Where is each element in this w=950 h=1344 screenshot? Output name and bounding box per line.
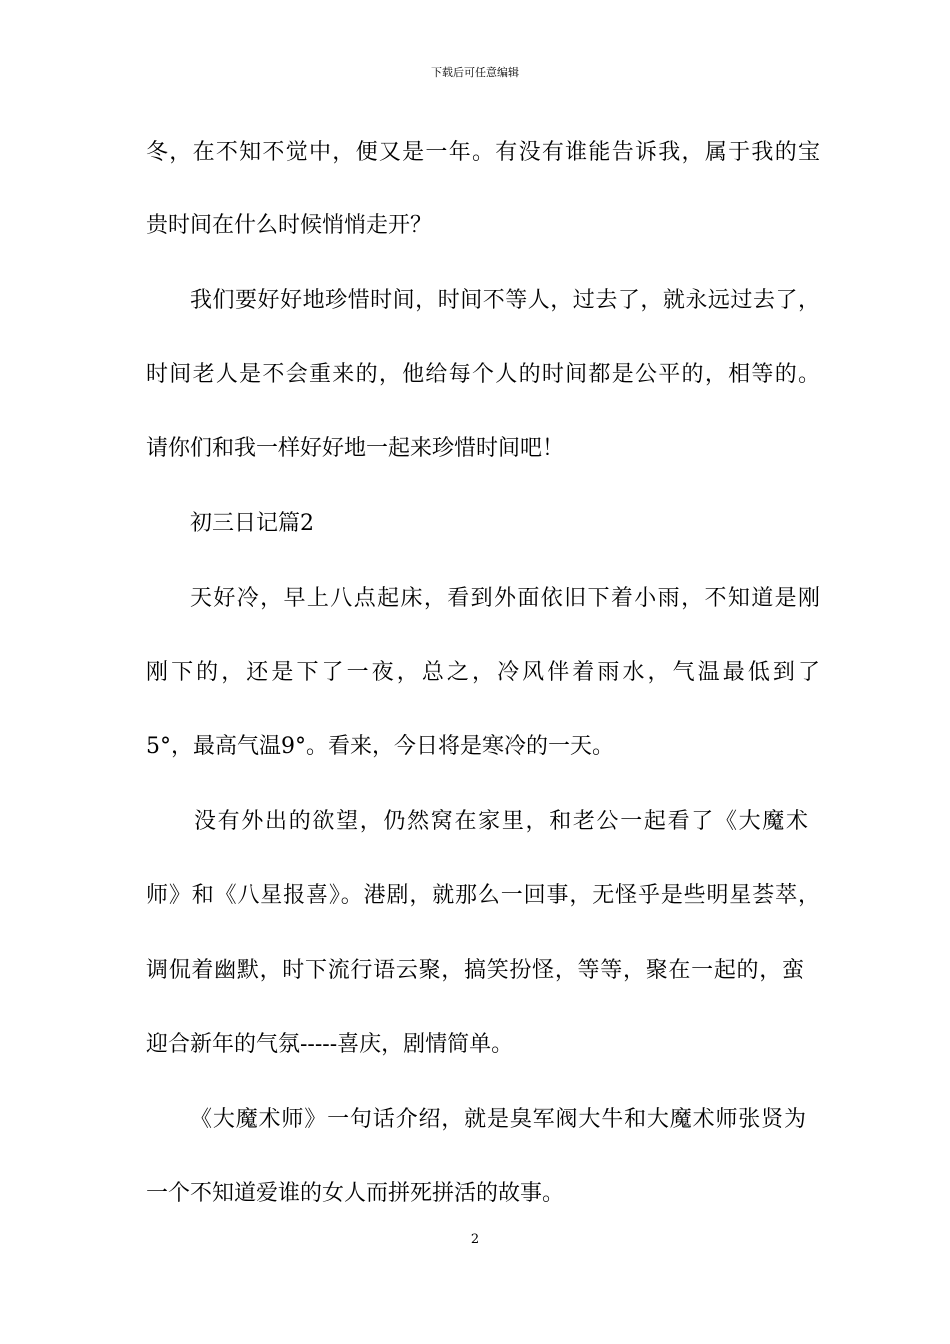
section-heading: 初三日记篇2: [190, 511, 314, 536]
text-line: 刚下的，还是下了一夜，总之，冷风伴着雨水，气温最低到了: [146, 660, 820, 685]
text-line: 时间老人是不会重来的，他给每个人的时间都是公平的，相等的。: [146, 362, 820, 387]
text-line: 5°，最高气温9°。看来，今日将是寒冷的一天。: [146, 734, 614, 759]
text-line: 师》和《八星报喜》。港剧，就那么一回事，无怪乎是些明星荟萃，: [146, 883, 820, 908]
header-note: 下载后可任意编辑: [431, 66, 519, 79]
text-line: 请你们和我一样好好地一起来珍惜时间吧！: [146, 436, 565, 461]
text-line: 天好冷，早上八点起床，看到外面依旧下着小雨，不知道是刚: [190, 586, 820, 611]
text-line: 贵时间在什么时候悄悄走开？: [146, 213, 433, 238]
text-line: 迎合新年的气氛-----喜庆，剧情简单。: [146, 1032, 514, 1057]
page-number: 2: [470, 1232, 480, 1247]
text-line: 我们要好好地珍惜时间，时间不等人，过去了，就永远过去了，: [190, 288, 820, 313]
text-line: 一个不知道爱谁的女人而拼死拼活的故事。: [146, 1181, 565, 1206]
text-line: 《大魔术师》一句话介绍，就是臭军阀大牛和大魔术师张贤为: [190, 1107, 806, 1132]
text-line: 调侃着幽默，时下流行语云聚，搞笑扮怪，等等，聚在一起的，蛮: [146, 958, 804, 983]
text-line: 没有外出的欲望，仍然窝在家里，和老公一起看了《大魔术: [194, 809, 808, 834]
text-line: 冬，在不知不觉中，便又是一年。有没有谁能告诉我，属于我的宝: [146, 140, 820, 165]
